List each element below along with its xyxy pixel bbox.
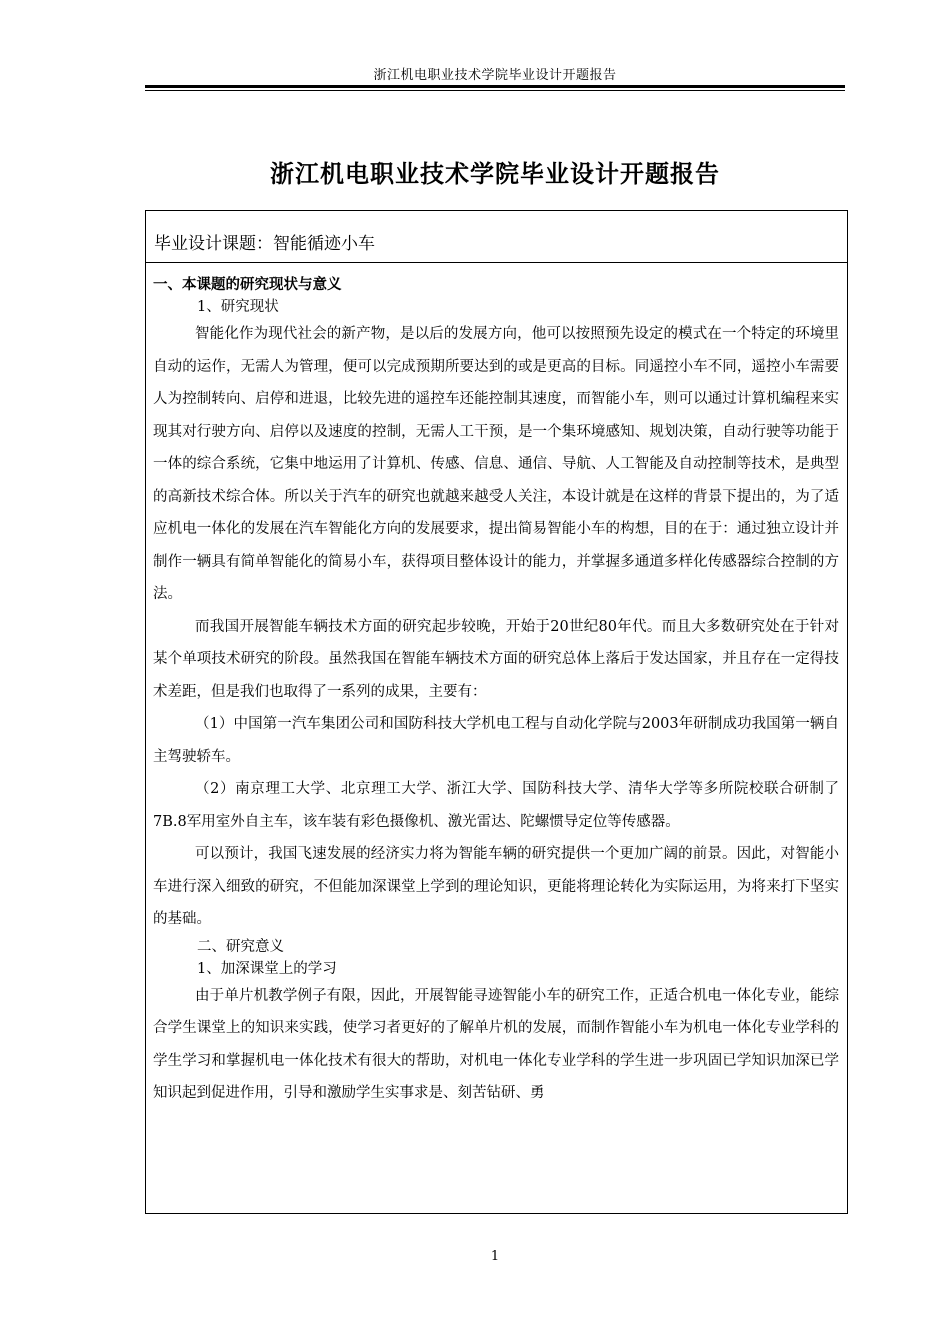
document-title: 浙江机电职业技术学院毕业设计开题报告 [270,160,720,188]
header-rule-thin [145,90,845,91]
page-number: 1 [490,1249,500,1264]
report-content [146,263,847,1110]
topic-row: 毕业设计课题：智能循迹小车 [146,211,847,263]
paragraph: 智能化作为现代社会的新产物，是以后的发展方向，他可以按照预先设定的模式在一个特定的环境里自动的运作，无需人为管理，便可以完成预期所要达到的或是更高的目标。同遥控小车不同，遥控小车需要人为控制转向、启停和进退，比较先进的遥控车还能控制其速度，而智能小车，则可以通过计算机编程来实现其对行驶方向、启停以及速度的控制，无需人工干预，是一个集环境感知、规划决策，自动行驶等功能于一体的综合系统，它集中地运用了计算机、传感、信息、通信、导航、人工智能及自动控制等技术，是典型的高新技术综合体。所以关于汽车的研究也就越来越受人关注，本设计就是在这样的背景下提出的，为了适应机电一体化的发展在汽车智能化方向的发展要求，提出简易智能小车的构想，目的在于：通过独立设计并制作一辆具有简单智能化的简易小车，获得项目整体设计的能力，并掌握多通道多样化传感器综合控制的方法。 [153,326,839,602]
subheading-research-significance: 二、研究意义 [197,938,284,955]
subheading-research-status: 1、研究现状 [197,299,279,315]
paragraph: （2）南京理工大学、北京理工大学、浙江大学、国防科技大学、清华大学等多所院校联合研制了7B.8军用室外自主车，该车装有彩色摄像机、激光雷达、陀螺惯导定位等传感器。 [153,781,839,830]
header-rule-thick [145,85,845,88]
running-header: 浙江机电职业技术学院毕业设计开题报告 [373,68,617,83]
report-form-table [145,210,848,1214]
paragraph: 而我国开展智能车辆技术方面的研究起步较晚，开始于20世纪80年代。而且大多数研究处在于针对某个单项技术研究的阶段。虽然我国在智能车辆技术方面的研究总体上落后于发达国家，并且存在一定得技术差距，但是我们也取得了一系列的成果，主要有： [153,618,839,700]
paragraph: 由于单片机教学例子有限，因此，开展智能寻迹智能小车的研究工作，正适合机电一体化专业，能综合学生课堂上的知识来实践，使学习者更好的了解单片机的发展，而制作智能小车为机电一体化专业学科的学生学习和掌握机电一体化技术有很大的帮助，对机电一体化专业学科的学生进一步巩固已学知识加深已学知识起到促进作用，引导和激励学生实事求是、刻苦钻研、勇 [153,987,839,1101]
section-heading-status-significance: 一、本课题的研究现状与意义 [153,277,342,293]
subheading-deepen-learning: 1、加深课堂上的学习 [197,960,337,977]
paragraph: （1）中国第一汽车集团公司和国防科技大学机电工程与自动化学院与2003年研制成功我国第一辆自主驾驶轿车。 [153,716,839,765]
paragraph: 可以预计，我国飞速发展的经济实力将为智能车辆的研究提供一个更加广阔的前景。因此，对智能小车进行深入细致的研究，不但能加深课堂上学到的理论知识，更能将理论转化为实际运用，为将来打下坚实的基础。 [153,846,839,927]
